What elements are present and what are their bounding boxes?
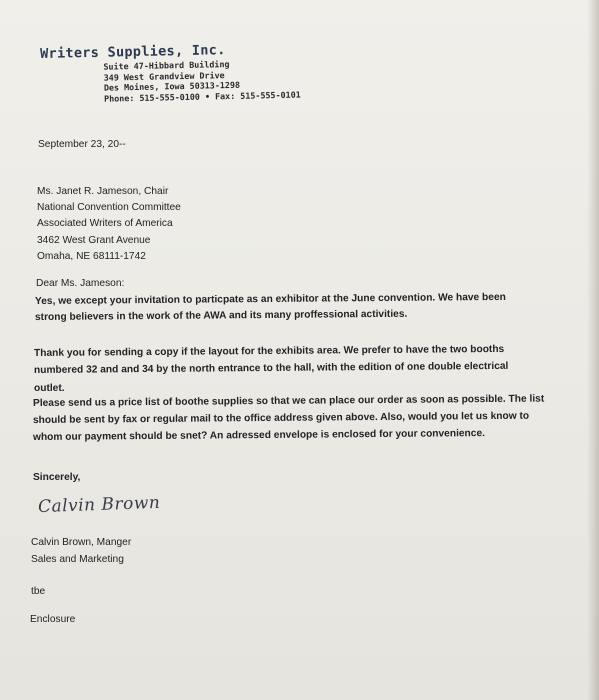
paragraph-1-line-1: Yes, we except your invitation to particpate as an exhibitor at the June convention. We have been xyxy=(34,291,506,307)
letterhead xyxy=(40,41,301,106)
letter-date: September 23, 20-- xyxy=(38,139,126,150)
paragraph-1-line-2: strong believers in the work of the AWA and its many proffessional activities. xyxy=(34,308,408,323)
salutation: Dear Ms. Jameson: xyxy=(36,278,125,289)
paragraph-3-line-2: should be sent by fax or regular mail to the office address given above. Also, would you let us know to xyxy=(32,410,530,426)
company-name: Writers Supplies, Inc. xyxy=(40,42,226,62)
closing: Sincerely, xyxy=(33,472,81,483)
recipient-organization: Associated Writers of America xyxy=(37,218,173,229)
paragraph-3-line-1: Please send us a price list of boothe supplies so that we can place our order as soon as possible. The list xyxy=(32,393,545,409)
recipient-committee: National Convention Committee xyxy=(37,202,181,213)
paragraph-2-line-1: Thank you for sending a copy if the layout for the exhibits area. We prefer to have the two booths xyxy=(33,343,505,359)
sender-department: Sales and Marketing xyxy=(31,554,124,565)
sender-name: Calvin Brown, Manger xyxy=(31,537,132,548)
typist-initials: tbe xyxy=(31,586,46,597)
recipient-city: Omaha, NE 68111-1742 xyxy=(37,251,146,262)
enclosure-notation: Enclosure xyxy=(30,614,76,625)
recipient-street: 3462 West Grant Avenue xyxy=(37,235,151,246)
letterhead-suite: Suite 47-Hibbard Building xyxy=(103,59,230,72)
recipient-name: Ms. Janet R. Jameson, Chair xyxy=(37,186,169,197)
paragraph-3-line-3: whom our payment should be snet? An adressed envelope is enclosed for your convenience. xyxy=(32,428,485,443)
paragraph-2-line-3: outlet. xyxy=(34,383,65,394)
letterhead-phone-fax: Phone: 515-555-0100 • Fax: 515-555-0101 xyxy=(104,89,301,104)
letterhead-city: Des Moines, Iowa 50313-1298 xyxy=(103,80,241,93)
paragraph-2-line-2: numbered 32 and and 34 by the north entrance to the hall, with the edition of one double electrical xyxy=(33,360,509,376)
handwritten-signature: Calvin Brown xyxy=(37,492,161,518)
letterhead-street: 349 West Grandview Drive xyxy=(103,69,225,83)
